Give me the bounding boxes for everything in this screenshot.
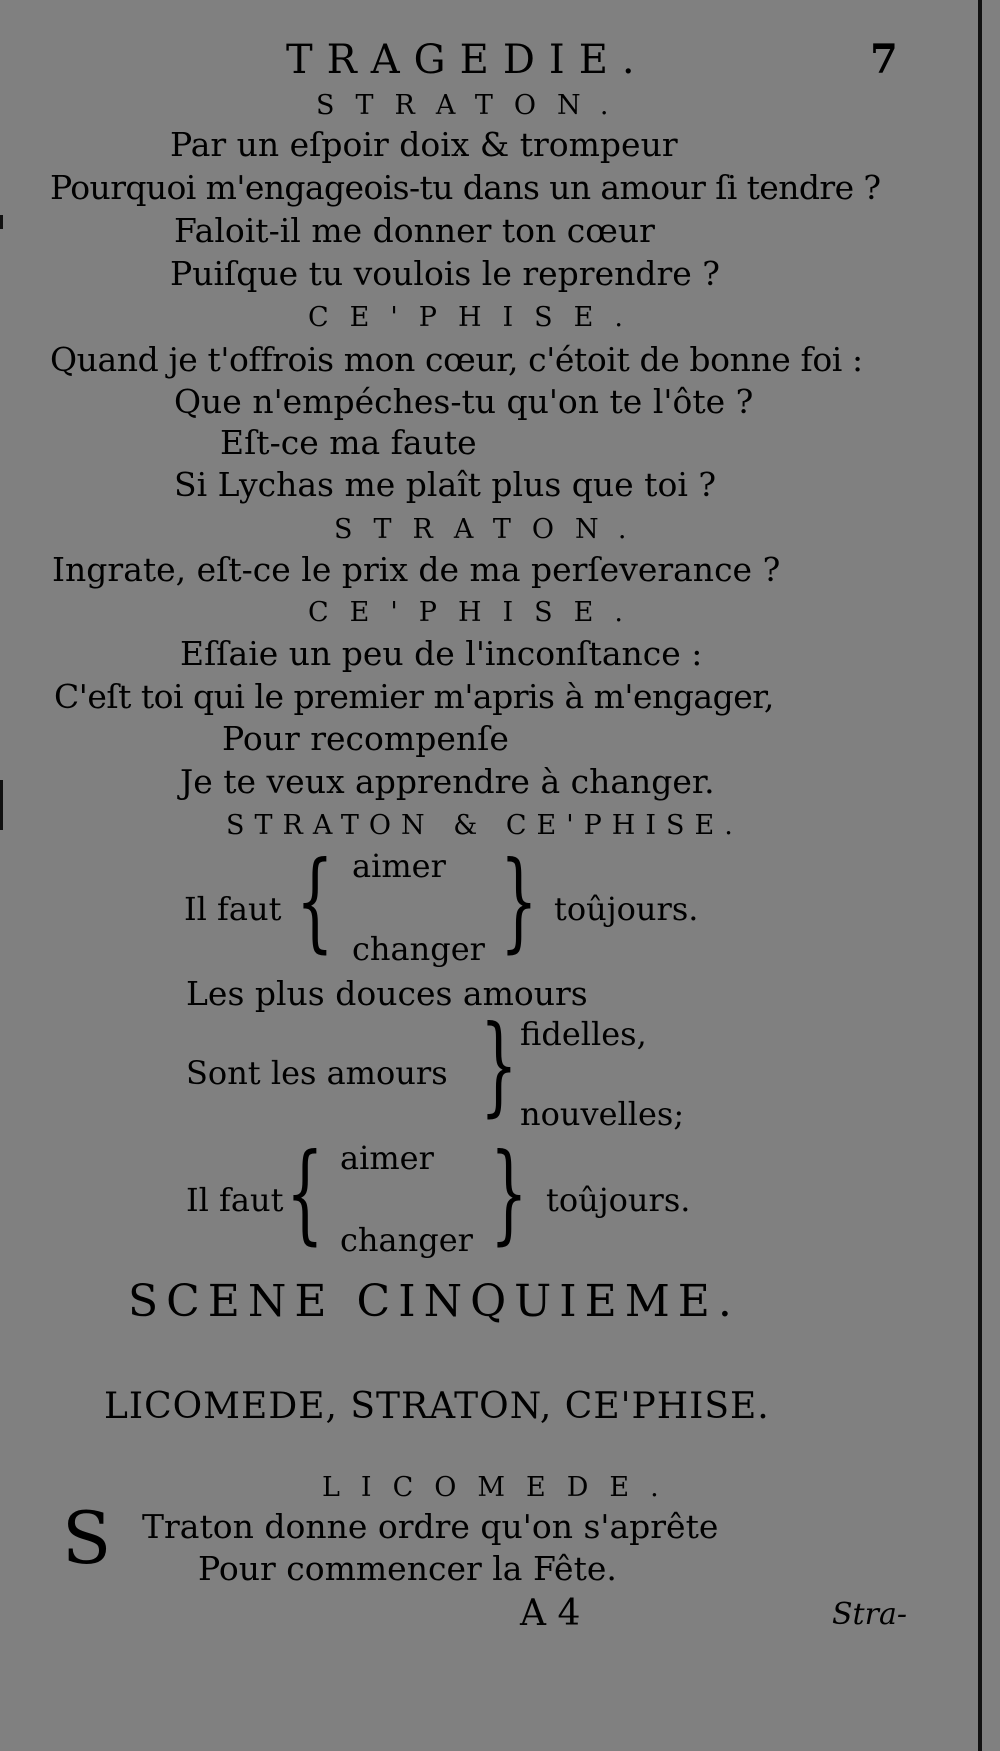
verse-line: Je te veux apprendre à changer. (180, 762, 715, 801)
running-title: TRAGEDIE. (286, 37, 649, 83)
scene-cast: LICOMEDE, STRATON, CE'PHISE. (104, 1386, 770, 1427)
margin-mark (0, 780, 3, 830)
verse-line: Pour recompenſe (222, 719, 509, 758)
verse-line: Quand je t'offrois mon cœur, c'étoit de bonne foi : (50, 340, 863, 379)
refrain-lead: Il faut (184, 890, 282, 928)
catchword: Stra- (832, 1597, 907, 1632)
verse-line: Par un eſpoir doix & trompeur (170, 125, 678, 164)
verse-line: Ingrate, eſt-ce le prix de ma perſeverance ? (52, 550, 781, 589)
verse-line: Pour commencer la Fête. (198, 1549, 617, 1588)
page-number: 7 (870, 36, 898, 83)
speaker-name: STRATON & CE'PHISE. (226, 810, 743, 841)
left-brace: { (286, 1131, 324, 1256)
verse-line: C'eſt toi qui le premier m'apris à m'engager, (54, 677, 774, 716)
refrain-tail: toûjours. (546, 1181, 691, 1219)
scene-title: SCENE CINQUIEME. (128, 1276, 740, 1327)
amours-option: nouvelles; (520, 1095, 685, 1133)
refrain-option: aimer (340, 1139, 434, 1177)
speaker-name: CE'PHISE. (308, 597, 644, 628)
speaker-name: LICOMEDE. (322, 1472, 680, 1503)
verse-line: Faloit-il me donner ton cœur (174, 211, 655, 250)
verse-line: Que n'empéches-tu qu'on te l'ôte ? (174, 382, 754, 421)
amours-lead: Sont les amours (186, 1054, 448, 1092)
left-brace: { (296, 839, 334, 964)
refrain-lead: Il faut (186, 1181, 284, 1219)
speaker-name: CE'PHISE. (308, 302, 644, 333)
speaker-name: STRATON. (334, 514, 648, 545)
signature-mark: A 4 (520, 1593, 581, 1634)
speaker-name: STRATON. (316, 90, 630, 121)
verse-line: Puiſque tu voulois le reprendre ? (170, 254, 720, 293)
drop-cap: S (62, 1496, 112, 1580)
verse-line: Pourquoi m'engageois-tu dans un amour ſi tendre ? (50, 168, 881, 207)
refrain-option: changer (340, 1221, 473, 1259)
verse-line: Si Lychas me plaît plus que toi ? (174, 465, 717, 504)
verse-line: Eſt-ce ma faute (220, 423, 477, 462)
right-brace: } (480, 1003, 518, 1128)
margin-mark (0, 215, 3, 229)
right-brace: } (500, 839, 538, 964)
verse-line: Eſſaie un peu de l'inconſtance : (180, 634, 703, 673)
amours-option: fidelles, (520, 1015, 647, 1053)
verse-line: Traton donne ordre qu'on s'aprête (142, 1507, 719, 1546)
refrain-option: aimer (352, 847, 446, 885)
refrain-option: changer (352, 930, 485, 968)
verse-line: Les plus douces amours (186, 974, 588, 1013)
refrain-tail: toûjours. (554, 890, 699, 928)
right-brace: } (490, 1131, 528, 1256)
page-edge (978, 0, 982, 1751)
